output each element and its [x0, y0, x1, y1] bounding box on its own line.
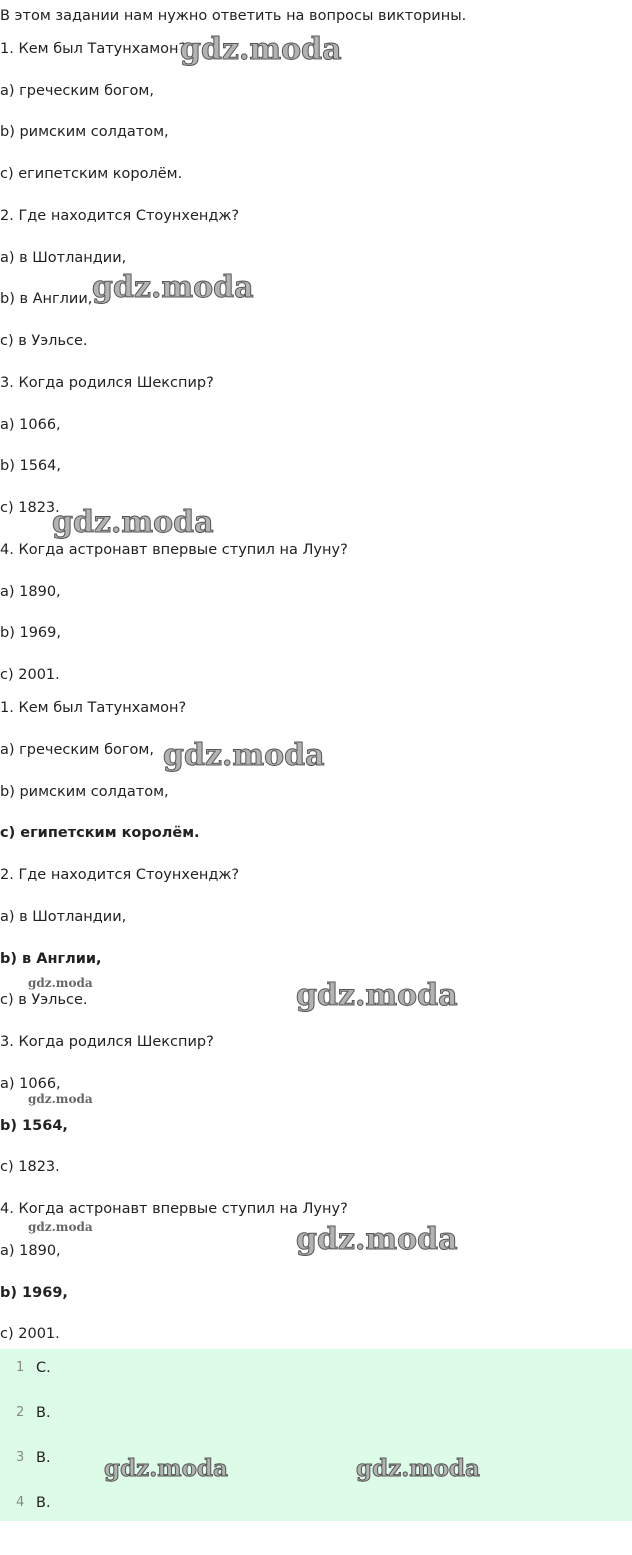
- question-4: 4. Когда астронавт впервые ступил на Луну?: [0, 1201, 348, 1217]
- question-1: 1. Кем был Татунхамон?: [0, 700, 187, 716]
- watermark: gdz.moda: [356, 1455, 480, 1482]
- answer-value: C.: [36, 1360, 51, 1376]
- watermark: gdz.moda: [28, 1220, 93, 1234]
- answer-value: B.: [36, 1450, 51, 1466]
- watermark: gdz.moda: [52, 505, 214, 540]
- option-2b-correct: b) в Англии,: [0, 951, 102, 967]
- option-4c: c) 2001.: [0, 667, 60, 683]
- answer-value: B.: [36, 1495, 51, 1511]
- option-3c: c) 1823.: [0, 500, 60, 516]
- option-1a: a) греческим богом,: [0, 83, 154, 99]
- watermark: gdz.moda: [28, 976, 93, 990]
- answer-number: 4: [16, 1495, 25, 1510]
- answer-number: 2: [16, 1405, 25, 1420]
- question-2: 2. Где находится Стоунхендж?: [0, 867, 240, 883]
- option-1b: b) римским солдатом,: [0, 124, 169, 140]
- option-2c: c) в Уэльсе.: [0, 992, 88, 1008]
- option-1a: a) греческим богом,: [0, 742, 154, 758]
- question-3: 3. Когда родился Шекспир?: [0, 375, 214, 391]
- watermark: gdz.moda: [104, 1455, 228, 1482]
- watermark: gdz.moda: [296, 1222, 458, 1257]
- option-1c: c) египетским королём.: [0, 166, 183, 182]
- question-3: 3. Когда родился Шекспир?: [0, 1034, 214, 1050]
- option-2a: a) в Шотландии,: [0, 250, 127, 266]
- option-1b: b) римским солдатом,: [0, 784, 169, 800]
- watermark: gdz.moda: [296, 978, 458, 1013]
- option-3a: a) 1066,: [0, 417, 61, 433]
- option-2a: a) в Шотландии,: [0, 909, 127, 925]
- question-1: 1. Кем был Татунхамон?: [0, 41, 187, 57]
- option-4b: b) 1969,: [0, 625, 61, 641]
- answers-box: [0, 1349, 632, 1521]
- option-4c: c) 2001.: [0, 1326, 60, 1342]
- watermark: gdz.moda: [92, 270, 254, 305]
- intro-text: В этом задании нам нужно ответить на вопросы викторины.: [0, 8, 467, 24]
- option-2c: c) в Уэльсе.: [0, 333, 88, 349]
- answer-number: 3: [16, 1450, 25, 1465]
- watermark: gdz.moda: [180, 32, 342, 67]
- answer-value: B.: [36, 1405, 51, 1421]
- question-4: 4. Когда астронавт впервые ступил на Луну?: [0, 542, 348, 558]
- option-3b-correct: b) 1564,: [0, 1118, 68, 1134]
- question-2: 2. Где находится Стоунхендж?: [0, 208, 240, 224]
- watermark: gdz.moda: [28, 1092, 93, 1106]
- option-4b-correct: b) 1969,: [0, 1285, 68, 1301]
- option-3b: b) 1564,: [0, 458, 61, 474]
- option-3c: c) 1823.: [0, 1159, 60, 1175]
- answer-number: 1: [16, 1360, 25, 1375]
- option-4a: a) 1890,: [0, 584, 61, 600]
- option-1c-correct: c) египетским королём.: [0, 825, 200, 841]
- option-2b: b) в Англии,: [0, 291, 93, 307]
- option-3a: a) 1066,: [0, 1076, 61, 1092]
- option-4a: a) 1890,: [0, 1243, 61, 1259]
- watermark: gdz.moda: [163, 738, 325, 773]
